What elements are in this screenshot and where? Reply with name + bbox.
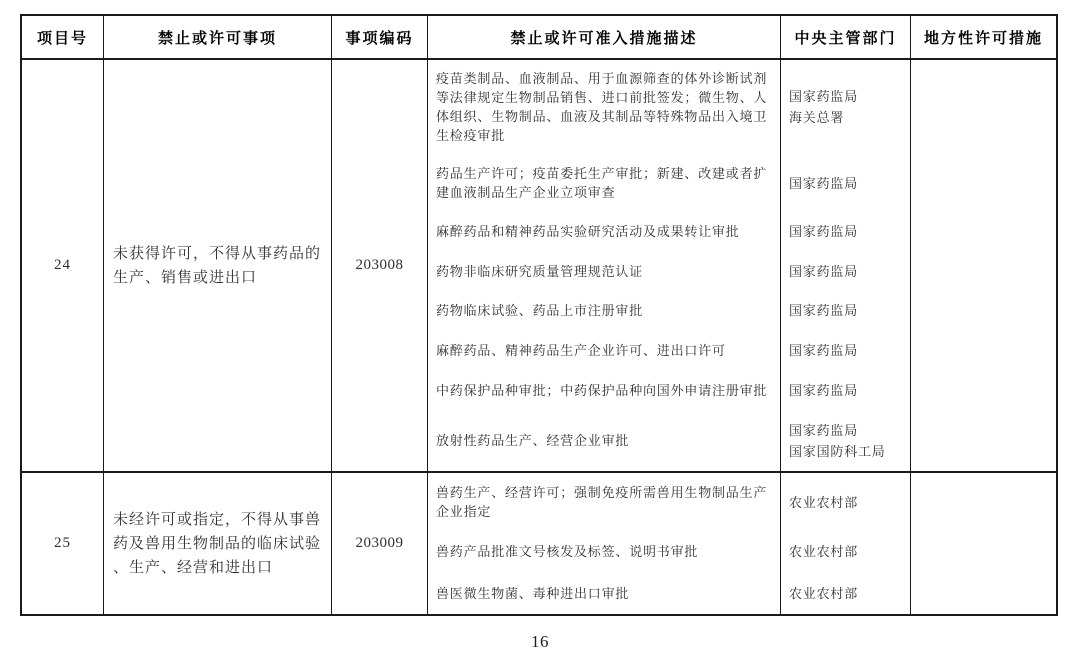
header-prohibited-or-licensed-matter: 禁止或许可事项: [104, 16, 332, 58]
central-department-cell: [781, 371, 911, 411]
measure-row: [428, 371, 911, 411]
regulation-table: [20, 14, 1058, 616]
department-name: 农业农村部: [789, 494, 859, 510]
measure-row: [428, 473, 911, 531]
page-number: 16: [531, 632, 549, 651]
header-item-number: 项目号: [22, 16, 104, 58]
item-number-cell: 25: [22, 473, 104, 614]
measure-row: [428, 331, 911, 371]
measure-row: [428, 155, 911, 212]
measure-description-cell: 兽药产品批准文号核发及标签、说明书审批: [428, 531, 781, 572]
measure-description-cell: 兽医微生物菌、毒种进出口审批: [428, 573, 781, 614]
measure-row: [428, 251, 911, 291]
matter-description-cell: 未经许可或指定，不得从事兽药及兽用生物制品的临床试验、生产、经营和进出口: [104, 473, 332, 614]
matter-description-cell: 未获得许可，不得从事药品的生产、销售或进出口: [104, 60, 332, 471]
local-measures-cell: [911, 473, 1056, 614]
measure-description-cell: 麻醉药品和精神药品实验研究活动及成果转让审批: [428, 212, 781, 252]
department-name: 海关总署: [789, 110, 845, 126]
measure-row: [428, 60, 911, 155]
department-name: 国家药监局: [789, 343, 859, 359]
item-code-cell: 203008: [332, 60, 428, 471]
central-department-cell: [781, 251, 911, 291]
header-matter-code: 事项编码: [332, 16, 428, 58]
measure-description-cell: 麻醉药品、精神药品生产企业许可、进出口许可: [428, 331, 781, 371]
local-measures-cell: [911, 60, 1056, 471]
central-department-cell: [781, 60, 911, 155]
measure-row: [428, 531, 911, 572]
measure-description-cell: 药品生产许可；疫苗委托生产审批；新建、改建或者扩建血液制品生产企业立项审查: [428, 155, 781, 212]
department-name: 国家药监局: [789, 89, 859, 105]
department-name: 国家药监局: [789, 382, 859, 398]
header-local-licensing-measures: 地方性许可措施: [923, 30, 1043, 47]
item-code-cell: 203009: [332, 473, 428, 614]
department-name: 国家药监局: [789, 422, 859, 438]
department-name: 国家国防科工局: [789, 443, 886, 459]
table-row: [22, 60, 1056, 471]
measure-description-cell: 中药保护品种审批；中药保护品种向国外申请注册审批: [428, 371, 781, 411]
central-department-cell: [781, 473, 911, 531]
department-name: 国家药监局: [789, 263, 859, 279]
table-header-row: [22, 16, 1056, 60]
measure-row: [428, 410, 911, 471]
measures-group: [428, 60, 911, 471]
item-number-cell: 24: [22, 60, 104, 471]
central-department-cell: [781, 573, 911, 614]
department-name: 农业农村部: [789, 585, 859, 601]
measure-description-cell: 兽药生产、经营许可；强制免疫所需兽用生物制品生产企业指定: [428, 473, 781, 531]
central-department-cell: [781, 531, 911, 572]
measure-row: [428, 573, 911, 614]
header-measure-description: 禁止或许可准入措施描述: [428, 16, 781, 58]
central-department-cell: [781, 212, 911, 252]
measure-description-cell: 疫苗类制品、血液制品、用于血源筛查的体外诊断试剂等法律规定生物制品销售、进口前批签发；微生物、人体组织、生物制品、血液及其制品等特殊物品出入境卫生检疫审批: [428, 60, 781, 155]
measure-description-cell: 药物临床试验、药品上市注册审批: [428, 291, 781, 331]
department-name: 国家药监局: [789, 175, 859, 191]
measure-description-cell: 药物非临床研究质量管理规范认证: [428, 251, 781, 291]
department-name: 国家药监局: [789, 303, 859, 319]
measure-row: [428, 291, 911, 331]
department-name: 农业农村部: [789, 544, 859, 560]
header-central-department: 中央主管部门: [781, 16, 911, 58]
table-row: [22, 471, 1056, 614]
central-department-cell: [781, 291, 911, 331]
measure-row: [428, 212, 911, 252]
table-body: [22, 60, 1056, 614]
measures-group: [428, 473, 911, 614]
central-department-cell: [781, 410, 911, 471]
central-department-cell: [781, 331, 911, 371]
central-department-cell: [781, 155, 911, 212]
measure-description-cell: 放射性药品生产、经营企业审批: [428, 410, 781, 471]
department-name: 国家药监局: [789, 223, 859, 239]
